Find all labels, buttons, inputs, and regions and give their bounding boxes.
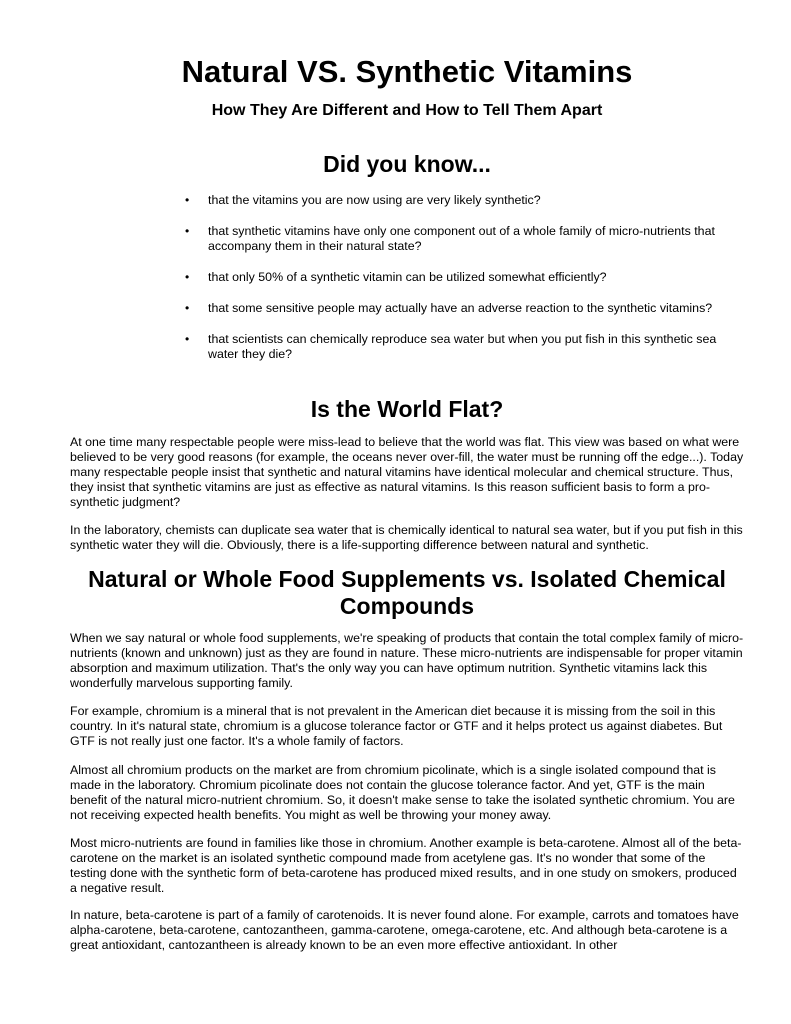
did-you-know-list [185,193,745,378]
list-item [185,301,745,316]
document-subtitle: How They Are Different and How to Tell Them Apart [211,102,603,119]
paragraph-whole-food-2: For example, chromium is a mineral that is not prevalent in the American diet because it is missing from the soil in this country. In it's natural state, chromium is a glucose tolerance factor or GTF and it helps protect us against diabetes. But GTF is not really just one factor. It's a whole family of factors. [70,704,723,748]
paragraph-whole-food-3: Almost all chromium products on the market are from chromium picolinate, which is a single isolated compound that is made in the laboratory. Chromium picolinate does not contain the glucose tolerance factor. And yet, GTF is the main benefit of the natural micro-nutrient chromium. So, it doesn't make sense to take the isolated synthetic chromium. You are not receiving expected health benefits. You might as well be throwing your money away. [70,763,735,822]
document-title: Natural VS. Synthetic Vitamins [181,54,633,89]
bullet-icon: • [185,332,190,346]
list-item [185,224,745,254]
paragraph-whole-food-4: Most micro-nutrients are found in families like those in chromium. Another example is beta-carotene. Almost all of the beta-carotene on the market is an isolated synthetic compound made from acetylene gas. It's no wonder that some of the testing done with the synthetic form of beta-carotene has produced mixed results, and in one study on smokers, produced a negative result. [70,836,742,895]
bullet-icon: • [185,270,190,284]
bullet-icon: • [185,193,190,207]
list-item-text: that only 50% of a synthetic vitamin can be utilized somewhat efficiently? [208,270,607,284]
heading-whole-food: Natural or Whole Food Supplements vs. Isolated Chemical Compounds [88,566,726,619]
heading-world-flat: Is the World Flat? [310,396,504,422]
bullet-icon: • [185,224,190,238]
paragraph-whole-food-1: When we say natural or whole food supplements, we're speaking of products that contain the total complex family of micro-nutrients (known and unknown) just as they are found in nature. These micro-nutrients are indispensable for proper vitamin absorption and maximum utilization. That's the only way you can have optimum nutrition. Synthetic vitamins lack this wonderfully marvelous supporting family. [70,631,744,690]
bullet-icon: • [185,301,190,315]
list-item [185,332,745,362]
list-item-text: that scientists can chemically reproduce sea water but when you put fish in this synthetic sea water they die? [208,332,717,361]
paragraph-world-flat-2: In the laboratory, chemists can duplicate sea water that is chemically identical to natural sea water, but if you put fish in this synthetic water they will die. Obviously, there is a life-supporting difference between natural and synthetic. [70,523,743,552]
list-item-text: that the vitamins you are now using are very likely synthetic? [208,193,541,207]
list-item-text: that synthetic vitamins have only one component out of a whole family of micro-nutrients that accompany them in their natural state? [208,224,715,253]
list-item-text: that some sensitive people may actually have an adverse reaction to the synthetic vitamins? [208,301,713,315]
paragraph-whole-food-5: In nature, beta-carotene is part of a family of carotenoids. It is never found alone. For example, carrots and tomatoes have alpha-carotene, beta-carotene, cantozantheen, gamma-carotene, omega-carotene, etc. And although beta-carotene is a great antioxidant, cantozantheen is already known to be an even more effective antioxidant. In other [70,908,739,952]
paragraph-world-flat-1: At one time many respectable people were miss-lead to believe that the world was flat. This view was based on what were believed to be very good reasons (for example, the oceans never over-fill, the water must be running off the edge...). Today many respectable people insist that synthetic and natural vitamins have identical molecular and chemical structure. Thus, they insist that synthetic vitamins are just as effective as natural vitamins. Is this reason sufficient basis to form a pro-synthetic judgment? [70,435,744,509]
list-item [185,193,745,208]
heading-did-you-know: Did you know... [323,151,491,177]
list-item [185,270,745,285]
